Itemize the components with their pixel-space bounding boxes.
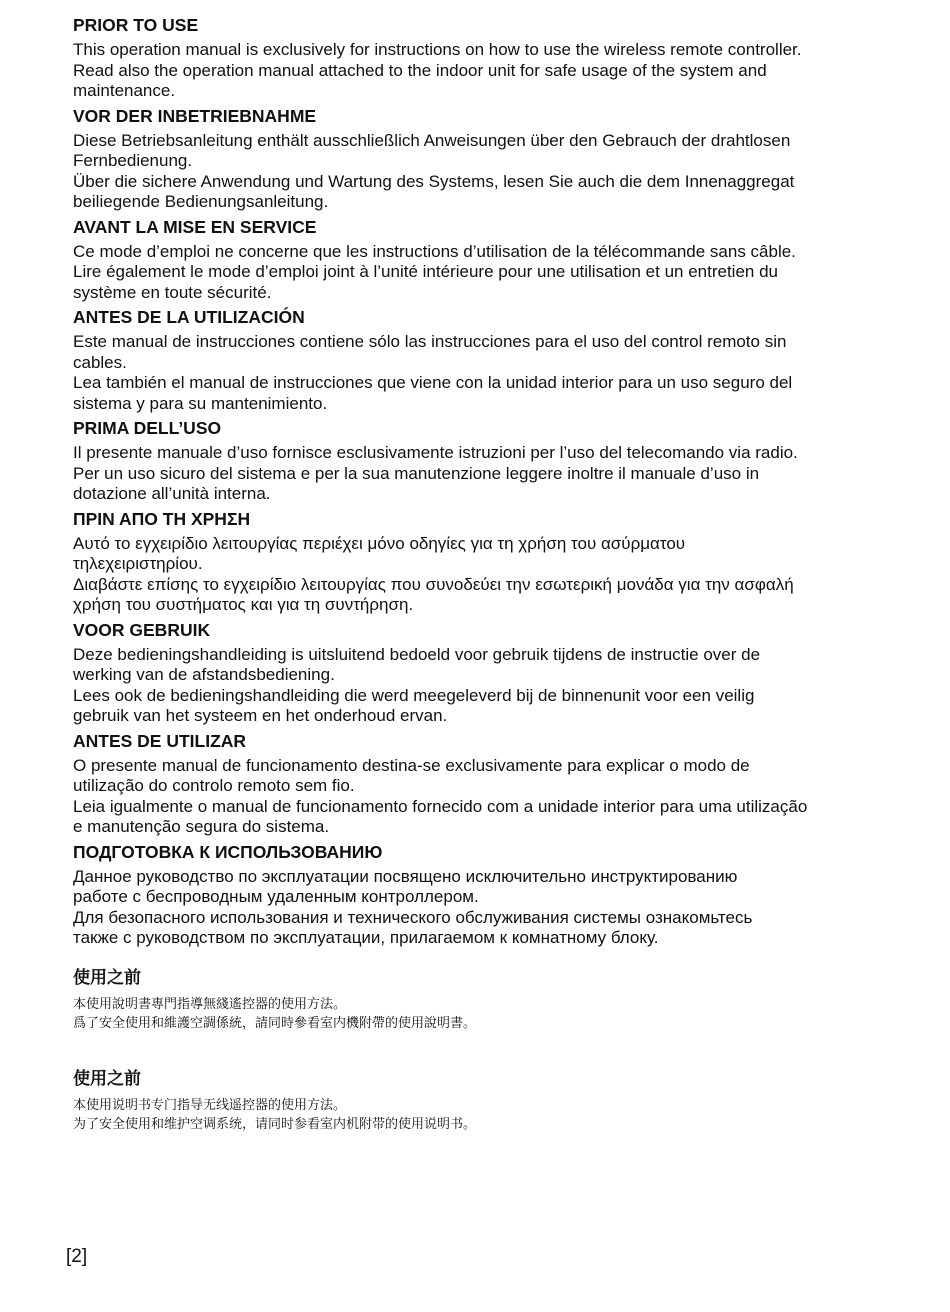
section-heading: ANTES DE LA UTILIZACIÓN	[73, 307, 305, 327]
section-heading: 使用之前	[73, 967, 141, 987]
section-paragraph	[73, 242, 873, 304]
text-line: 本使用说明书专门指导无线遥控器的使用方法。	[73, 1097, 347, 1113]
section-heading: PRIMA DELL’USO	[73, 418, 222, 438]
section-paragraph	[73, 332, 873, 414]
text-line: O presente manual de funcionamento destina-se exclusivamente para explicar o modo de	[73, 755, 750, 775]
section-heading: VOR DER INBETRIEBNAHME	[73, 105, 317, 126]
section-paragraph	[73, 131, 873, 213]
text-line: beiliegende Bedienungsanleitung.	[73, 192, 329, 211]
section-spanish	[73, 306, 873, 414]
text-line: 为了安全使用和维护空调系统，请同时参看室内机附带的使用说明书。	[73, 1117, 477, 1132]
text-line: Über die sichere Anwendung und Wartung des Systems, lesen Sie auch die dem Innenaggregat	[73, 171, 795, 191]
section-italian	[73, 417, 873, 505]
text-line: utilização do controlo remoto sem fio.	[73, 776, 355, 795]
section-portuguese	[73, 730, 873, 838]
text-line: Il presente manuale d’uso fornisce esclusivamente istruzioni per l’uso del telecomando via radio.	[73, 443, 798, 462]
section-paragraph	[73, 995, 873, 1034]
section-traditional-chinese	[73, 967, 873, 1034]
text-line: gebruik van het systeem en het onderhoud ervan.	[73, 706, 448, 725]
section-simplified-chinese	[73, 1068, 873, 1135]
section-english	[73, 14, 873, 102]
section-paragraph	[73, 443, 873, 505]
text-line: также с руководством по эксплуатации, прилагаемом к комнатному блоку.	[73, 928, 659, 947]
section-paragraph	[73, 1096, 873, 1135]
text-line: Διαβάστε επίσης το εγχειρίδιο λειτουργίας που συνοδεύει την εσωτερική μονάδα για την ασφαλή	[73, 574, 794, 594]
text-line: sistema y para su mantenimiento.	[73, 393, 328, 413]
section-heading: PRIOR TO USE	[73, 15, 199, 35]
section-paragraph	[73, 40, 873, 102]
text-line: dotazione all’unità interna.	[73, 484, 271, 503]
text-line: работе с беспроводным удаленным контроллером.	[73, 887, 479, 906]
text-line: cables.	[73, 352, 127, 372]
text-line: 本使用說明書專門指導無綫遙控器的使用方法。	[73, 996, 347, 1012]
section-paragraph	[73, 867, 873, 949]
text-line: Lea también el manual de instrucciones que viene con la unidad interior para un uso seguro del	[73, 373, 793, 392]
document-page	[73, 14, 873, 1135]
text-line: χρήση του συστήματος και για τη συντήρηση.	[73, 595, 414, 614]
section-german	[73, 105, 873, 213]
text-line: Per un uso sicuro del sistema e per la sua manutenzione leggere inoltre il manuale d’uso in	[73, 463, 760, 483]
section-heading: ANTES DE UTILIZAR	[73, 730, 247, 751]
section-french	[73, 216, 873, 304]
text-line: τηλεχειριστηρίου.	[73, 554, 203, 573]
section-dutch	[73, 619, 873, 727]
text-line: Lire également le mode d’emploi joint à l’unité intérieure pour une utilisation et un entretien du	[73, 262, 778, 281]
text-line: Deze bedieningshandleiding is uitsluitend bedoeld voor gebruik tijdens de instructie over de	[73, 644, 761, 664]
section-russian	[73, 841, 873, 949]
section-heading: ΠΡΙΝ ΑΠΟ ΤΗ ΧΡΗΣΗ	[73, 508, 251, 529]
text-line: Для безопасного использования и технического обслуживания системы ознакомьтесь	[73, 907, 753, 927]
text-line: This operation manual is exclusively for instructions on how to use the wireless remote controller.	[73, 40, 802, 59]
text-line: werking van de afstandsbediening.	[73, 665, 335, 684]
section-heading: AVANT LA MISE EN SERVICE	[73, 216, 317, 237]
text-line: Данное руководство по эксплуатации посвящено исключительно инструктированию	[73, 866, 738, 886]
text-line: Ce mode d’emploi ne concerne que les instructions d’utilisation de la télécommande sans câble.	[73, 241, 796, 261]
section-paragraph	[73, 645, 873, 727]
text-line: Leia igualmente o manual de funcionamento fornecido com a unidade interior para uma utilização	[73, 796, 808, 816]
text-line: Fernbedienung.	[73, 151, 193, 170]
text-line: Read also the operation manual attached to the indoor unit for safe usage of the system and	[73, 60, 767, 80]
text-line: 爲了安全使用和維護空調係統，請同時參看室内機附帶的使用說明書。	[73, 1016, 477, 1031]
text-line: Diese Betriebsanleitung enthält ausschließlich Anweisungen über den Gebrauch der drahtlosen	[73, 130, 791, 150]
text-line: Αυτό το εγχειρίδιο λειτουργίας περιέχει μόνο οδηγίες για τη χρήση του ασύρματου	[73, 533, 686, 553]
text-line: Lees ook de bedieningshandleiding die werd meegeleverd bij de binnenunit voor een veilig	[73, 685, 755, 705]
section-heading: VOOR GEBRUIK	[73, 619, 211, 640]
section-heading: 使用之前	[73, 1068, 141, 1088]
text-line: Este manual de instrucciones contiene sólo las instrucciones para el uso del control remoto sin	[73, 332, 787, 351]
text-line: maintenance.	[73, 81, 176, 100]
text-line: e manutenção segura do sistema.	[73, 817, 330, 836]
section-paragraph	[73, 534, 873, 616]
page-number: [2]	[66, 1246, 88, 1267]
section-greek	[73, 508, 873, 616]
section-heading: ПОДГОТОВКА К ИСПОЛЬЗОВАНИЮ	[73, 841, 383, 862]
section-paragraph	[73, 756, 873, 838]
text-line: système en toute sécurité.	[73, 282, 272, 302]
